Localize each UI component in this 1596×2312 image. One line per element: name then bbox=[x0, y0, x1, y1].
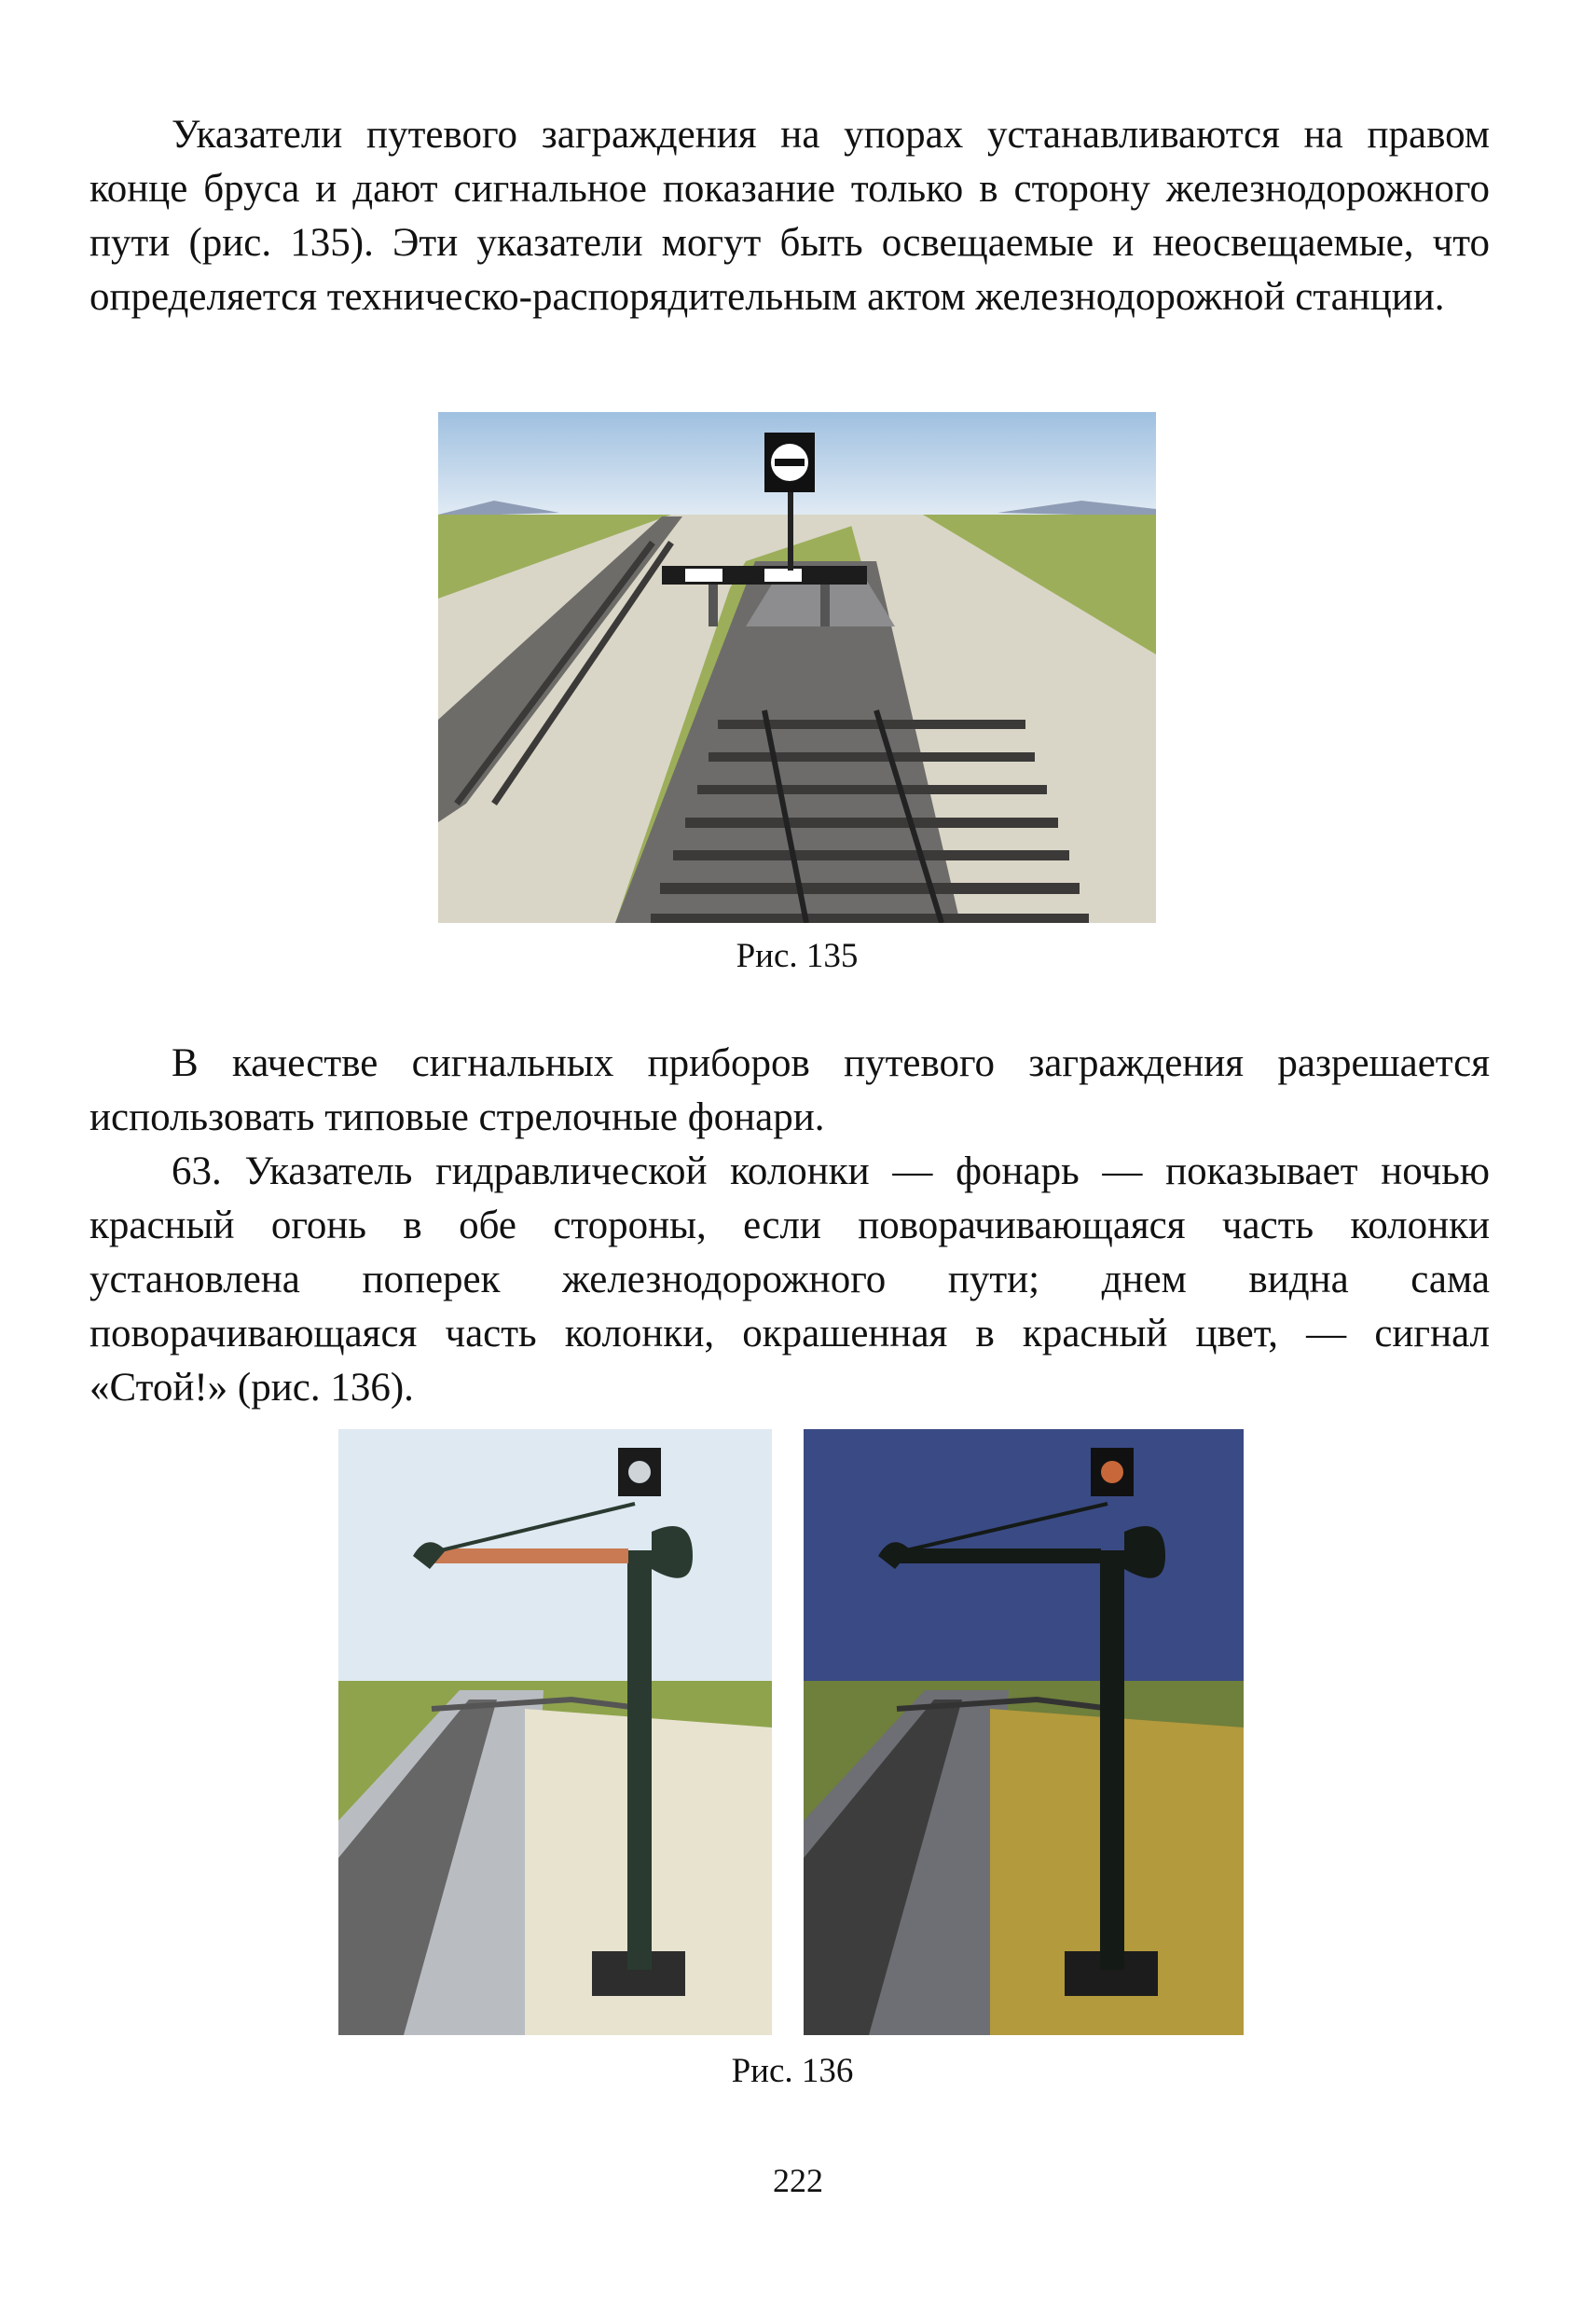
figure-136-day bbox=[338, 1429, 772, 2035]
figure-135 bbox=[438, 412, 1156, 923]
paragraph-2: В качестве сигнальных приборов путевого заграждения разрешается использовать типовые стрелочные фонари. bbox=[89, 1041, 1490, 1139]
figure-136-caption: Рис. 136 bbox=[731, 2052, 854, 2090]
page-number: 222 bbox=[773, 2162, 823, 2199]
figure-136-night bbox=[804, 1429, 1244, 2035]
paragraph-1: Указатели путевого заграждения на упорах устанавливаются на правом конце бруса и дают сигнальное показание только в сторону железнодорожного пути (рис. 135). Эти указатели могут быть освещаемые и неосвещаемые, что определяется техническо-распорядительным актом железнодорожной станции. bbox=[89, 113, 1490, 319]
figure-135-caption: Рис. 135 bbox=[736, 937, 859, 975]
paragraph-3: 63. Указатель гидравлической колонки — фонарь — показывает ночью красный огонь в обе стороны, если поворачивающаяся часть колонки установлена поперек железнодорожного пути; днем видна сама поворачивающаяся часть колонки, окрашенная в красный цвет, — сигнал «Стой!» (рис. 136). bbox=[89, 1149, 1490, 1410]
